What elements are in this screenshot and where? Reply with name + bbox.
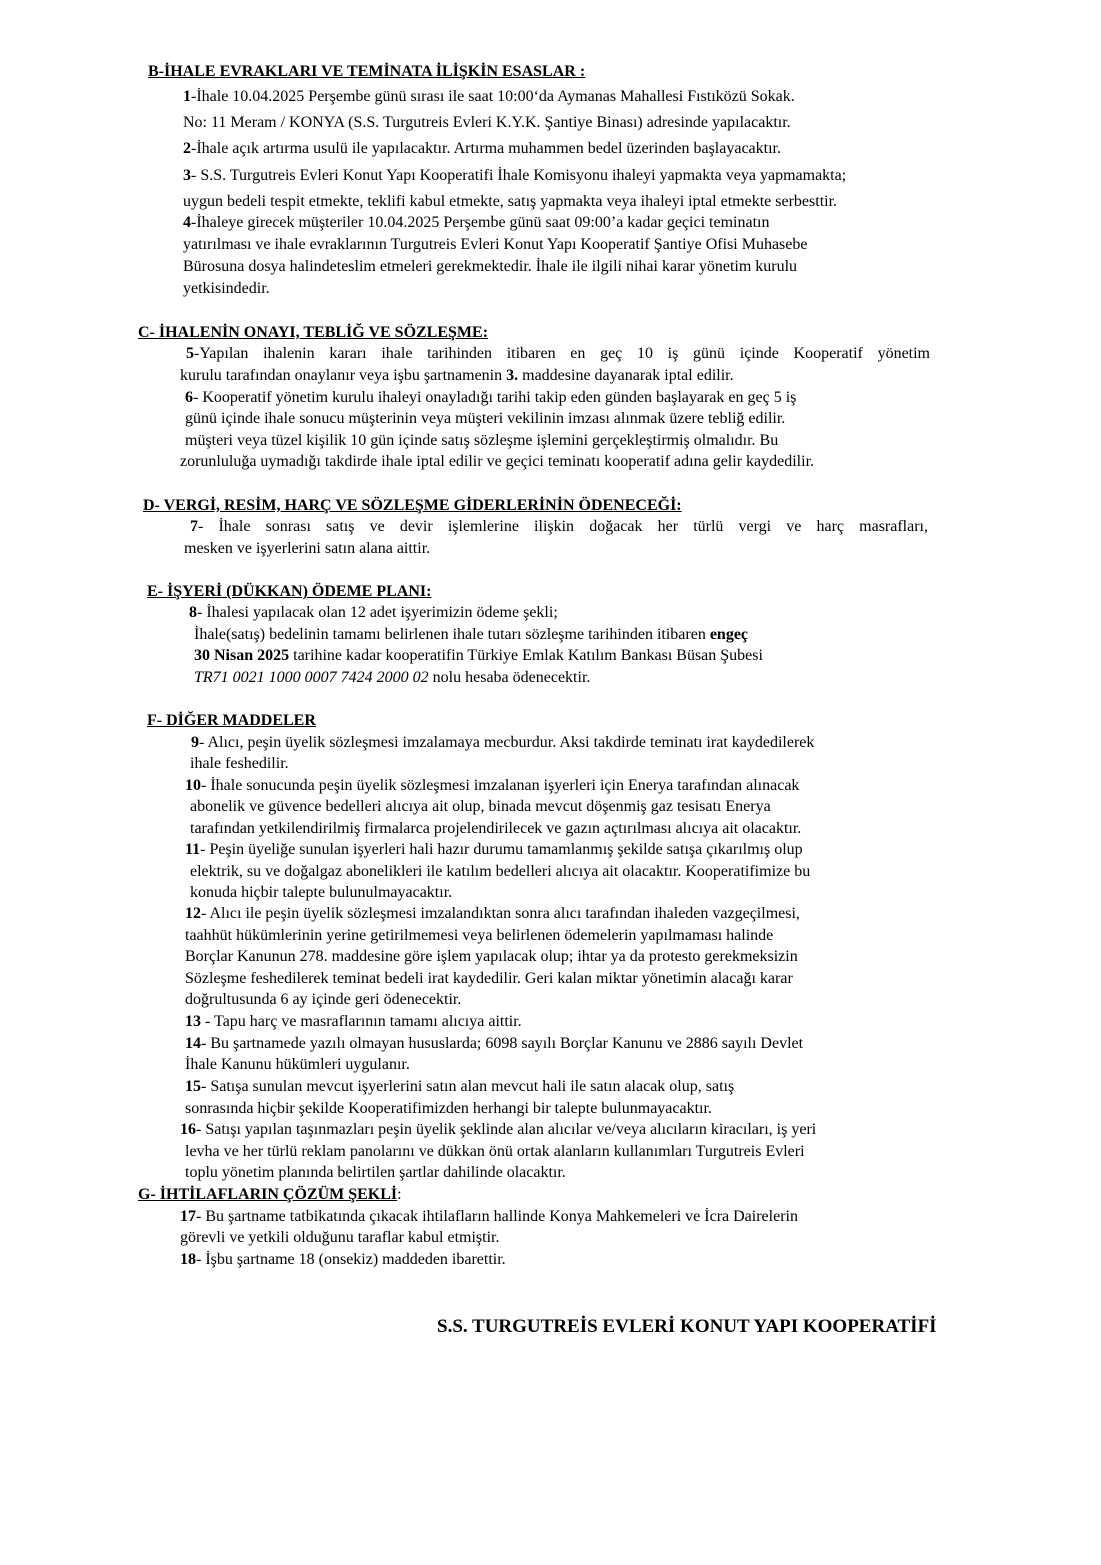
item-number: 14 <box>185 1035 201 1052</box>
item-6-line-4: zorunluluğa uymadığı takdirde ihale iptal edilir ve geçici teminatı kooperatif adına gelir kaydedilir. <box>180 453 815 470</box>
item-number: 4 <box>183 214 191 231</box>
item-4-line-3: Bürosuna dosya halindeteslim etmeleri gerekmektedir. İhale ile ilgili nihai karar yönetim kurulu <box>183 258 798 275</box>
item-text: -Yapılan ihalenin kararı ihale tarihinden itibaren en geç 10 iş günü içinde Kooperatif yönetim <box>194 345 930 362</box>
item-1-line-1 <box>183 87 795 107</box>
section-g-heading <box>138 1185 402 1205</box>
item-text: -İhaleye girecek müşteriler 10.04.2025 Perşembe günü saat 09:00’a kadar geçici teminatın <box>191 214 770 231</box>
text-run: kurulu tarafından onaylanır veya işbu şartnamenin <box>180 367 507 384</box>
text-run: İhale(satış) bedelinin tamamı belirlenen ihale tutarı sözleşme tarihinden itibaren <box>194 626 710 643</box>
item-4-line-4: yetkisindedir. <box>183 280 270 297</box>
item-number: 17 <box>180 1208 196 1225</box>
item-12-line-5: doğrultusunda 6 ay içinde geri ödenecektir. <box>185 991 462 1008</box>
item-number: 16 <box>180 1121 196 1138</box>
item-3-line-1 <box>183 166 846 186</box>
item-6-line-2: günü içinde ihale sonucu müşterinin veya müşteri vekilinin imzası alınmak üzere tebliğ edilir. <box>185 410 786 427</box>
text-run: 3. <box>506 367 519 384</box>
section-e-heading: E- İŞYERİ (DÜKKAN) ÖDEME PLANI: <box>147 583 432 600</box>
item-text: - Alıcı, peşin üyelik sözleşmesi imzalamaya mecburdur. Aksi takdirde teminatı irat kaydedilerek <box>199 734 815 751</box>
item-16-line-1 <box>180 1120 816 1140</box>
item-8-line-1 <box>189 603 558 623</box>
item-text: - Bu şartname tatbikatında çıkacak ihtilafların hallinde Konya Mahkemeleri ve İcra Dairelerin <box>196 1208 798 1225</box>
section-d-heading: D- VERGİ, RESİM, HARÇ VE SÖZLEŞME GİDERLERİNİN ÖDENECEĞİ: <box>143 497 682 514</box>
item-12-line-1 <box>185 904 800 924</box>
item-text: - İşbu şartname 18 (onsekiz) maddeden ibarettir. <box>196 1251 506 1268</box>
item-11-line-1 <box>185 840 803 860</box>
item-text: -İhale 10.04.2025 Perşembe günü sırası ile saat 10:00‘da Aymanas Mahallesi Fıstıközü Sokak. <box>191 88 795 105</box>
item-7-line-1 <box>190 517 928 537</box>
item-12-line-4: Sözleşme feshedilerek teminat bedeli irat kaydedilir. Geri kalan miktar yönetimin alacağı karar <box>185 970 793 987</box>
item-4-line-1 <box>183 213 769 233</box>
item-1-line-2: No: 11 Meram / KONYA (S.S. Turgutreis Evleri K.Y.K. Şantiye Binası) adresinde yapılacaktır. <box>183 114 791 131</box>
item-10-line-3: tarafından yetkilendirilmiş firmalarca projelendirilecek ve gazın açtırılması alıcıya ait olacaktır. <box>190 820 802 837</box>
item-16-line-2: levha ve her türlü reklam panolarını ve dükkan önü ortak alanların kullanımları Turgutreis Evleri <box>185 1143 805 1160</box>
item-number: 8 <box>189 604 197 621</box>
item-15-line-1 <box>185 1077 734 1097</box>
item-number: 18 <box>180 1251 196 1268</box>
text-run: G- İHTİLAFLARIN ÇÖZÜM ŞEKLİ <box>138 1186 398 1203</box>
item-14-line-1 <box>185 1034 803 1054</box>
item-text: - S.S. Turgutreis Evleri Konut Yapı Kooperatifi İhale Komisyonu ihaleyi yapmakta veya yapmamakta; <box>191 167 847 184</box>
item-8-line-2 <box>194 625 748 645</box>
item-number: 10 <box>185 777 201 794</box>
item-11-line-3: konuda hiçbir talepte bulunulmayacaktır. <box>190 884 453 901</box>
section-b-heading: B-İHALE EVRAKLARI VE TEMİNATA İLİŞKİN ESASLAR : <box>148 63 586 80</box>
item-16-line-3: toplu yönetim planında belirtilen şartlar dahilinde olacaktır. <box>185 1164 566 1181</box>
item-number: 15 <box>185 1078 201 1095</box>
item-14-line-2: İhale Kanunu hükümleri uygulanır. <box>185 1056 410 1073</box>
item-number: 11 <box>185 841 201 858</box>
item-text: - İhalesi yapılacak olan 12 adet işyerimizin ödeme şekli; <box>197 604 558 621</box>
text-run: maddesine dayanarak iptal edilir. <box>518 367 734 384</box>
item-13-line-1 <box>185 1012 522 1032</box>
item-text: - Bu şartnamede yazılı olmayan hususlarda; 6098 sayılı Borçlar Kanunu ve 2886 sayılı Devlet <box>201 1035 804 1052</box>
item-number: 12 <box>185 905 201 922</box>
item-5-line-2 <box>180 366 734 386</box>
item-number: 2 <box>183 140 191 157</box>
item-5-line-1 <box>186 344 930 364</box>
item-10-line-2: abonelik ve güvence bedelleri alıcıya ait olup, binada mevcut döşenmiş gaz tesisatı Enerya <box>190 798 771 815</box>
item-17-line-2: görevli ve yetkili olduğunu taraflar kabul etmiştir. <box>180 1229 500 1246</box>
item-9-line-2: ihale feshedilir. <box>190 755 289 772</box>
iban: TR71 0021 1000 0007 7424 2000 02 <box>194 669 429 686</box>
item-text: - Kooperatif yönetim kurulu ihaleyi onayladığı tarihi takip eden günden başlayarak en geç 5 iş <box>193 389 797 406</box>
item-15-line-2: sonrasında hiçbir şekilde Kooperatifimizden herhangi bir talepte bulunmayacaktır. <box>185 1100 712 1117</box>
item-text: - İhale sonrası satış ve devir işlemlerine ilişkin doğacak her türlü vergi ve harç masrafları, <box>198 518 928 535</box>
item-number: 6 <box>185 389 193 406</box>
item-number: 5 <box>186 345 194 362</box>
item-text: - Alıcı ile peşin üyelik sözleşmesi imzalandıktan sonra alıcı tarafından ihaleden vazgeçilmesi, <box>201 905 800 922</box>
item-4-line-2: yatırılması ve ihale evraklarının Turgutreis Evleri Konut Yapı Kooperatif Şantiye Ofisi Muhasebe <box>183 236 808 253</box>
text-run: : <box>397 1186 402 1203</box>
item-text: - Peşin üyeliğe sunulan işyerleri hali hazır durumu tamamlanmış şekilde satışa çıkarılmış olup <box>200 841 803 858</box>
item-8-line-3 <box>194 646 763 666</box>
item-11-line-2: elektrik, su ve doğalgaz abonelikleri ile katılım bedelleri alıcıya ait olacaktır. Kooperatifimize bu <box>190 863 811 880</box>
payment-deadline: 30 Nisan 2025 <box>194 647 290 664</box>
item-number: 13 <box>185 1013 201 1030</box>
section-c-heading: C- İHALENİN ONAYI, TEBLİĞ VE SÖZLEŞME: <box>138 324 489 341</box>
item-text: - Satışı yapılan taşınmazları peşin üyelik şeklinde alan alıcılar ve/veya alıcıların kiracıları, iş yeri <box>196 1121 817 1138</box>
item-number: 9 <box>191 734 199 751</box>
item-17-line-1 <box>180 1207 798 1227</box>
section-f-heading: F- DİĞER MADDELER <box>147 712 316 729</box>
item-2-line-1 <box>183 139 781 159</box>
cooperative-signature: S.S. TURGUTREİS EVLERİ KONUT YAPI KOOPERATİFİ <box>437 1316 937 1337</box>
item-number: 3 <box>183 167 191 184</box>
item-12-line-2: taahhüt hükümlerinin yerine getirilmemesi veya belirlenen ödemelerin yapılmaması halinde <box>185 927 774 944</box>
text-run: engeç <box>709 626 749 643</box>
item-number: 1 <box>183 88 191 105</box>
item-6-line-3: müşteri veya tüzel kişilik 10 gün içinde satış sözleşme işlemini gerçekleştirmiş olmalıdır. Bu <box>185 432 779 449</box>
item-text: - İhale sonucunda peşin üyelik sözleşmesi imzalanan işyerleri için Enerya tarafından alınacak <box>201 777 800 794</box>
item-7-line-2: mesken ve işyerlerini satın alana aittir. <box>184 540 431 557</box>
item-18-line-1 <box>180 1250 506 1270</box>
item-6-line-1 <box>185 388 796 408</box>
item-text: - Satışa sunulan mevcut işyerlerini satın alan mevcut hali ile satın alacak olup, satış <box>201 1078 735 1095</box>
item-10-line-1 <box>185 776 799 796</box>
item-12-line-3: Borçlar Kanunun 278. maddesine göre işlem yapılacak olup; ihtar ya da protesto gerekmeksizin <box>185 948 798 965</box>
item-8-line-4 <box>194 668 590 688</box>
item-text: - Tapu harç ve masraflarının tamamı alıcıya aittir. <box>201 1013 522 1030</box>
text-run: nolu hesaba ödenecektir. <box>428 669 591 686</box>
item-9-line-1 <box>191 733 814 753</box>
item-number: 7 <box>190 518 198 535</box>
item-text: -İhale açık artırma usulü ile yapılacaktır. Artırma muhammen bedel üzerinden başlayacaktır. <box>191 140 781 157</box>
item-3-line-2: uygun bedeli tespit etmekte, teklifi kabul etmekte, satış yapmakta veya ihaleyi iptal etmekte serbesttir. <box>183 193 838 210</box>
text-run: tarihine kadar kooperatifin Türkiye Emlak Katılım Bankası Büsan Şubesi <box>289 647 763 664</box>
